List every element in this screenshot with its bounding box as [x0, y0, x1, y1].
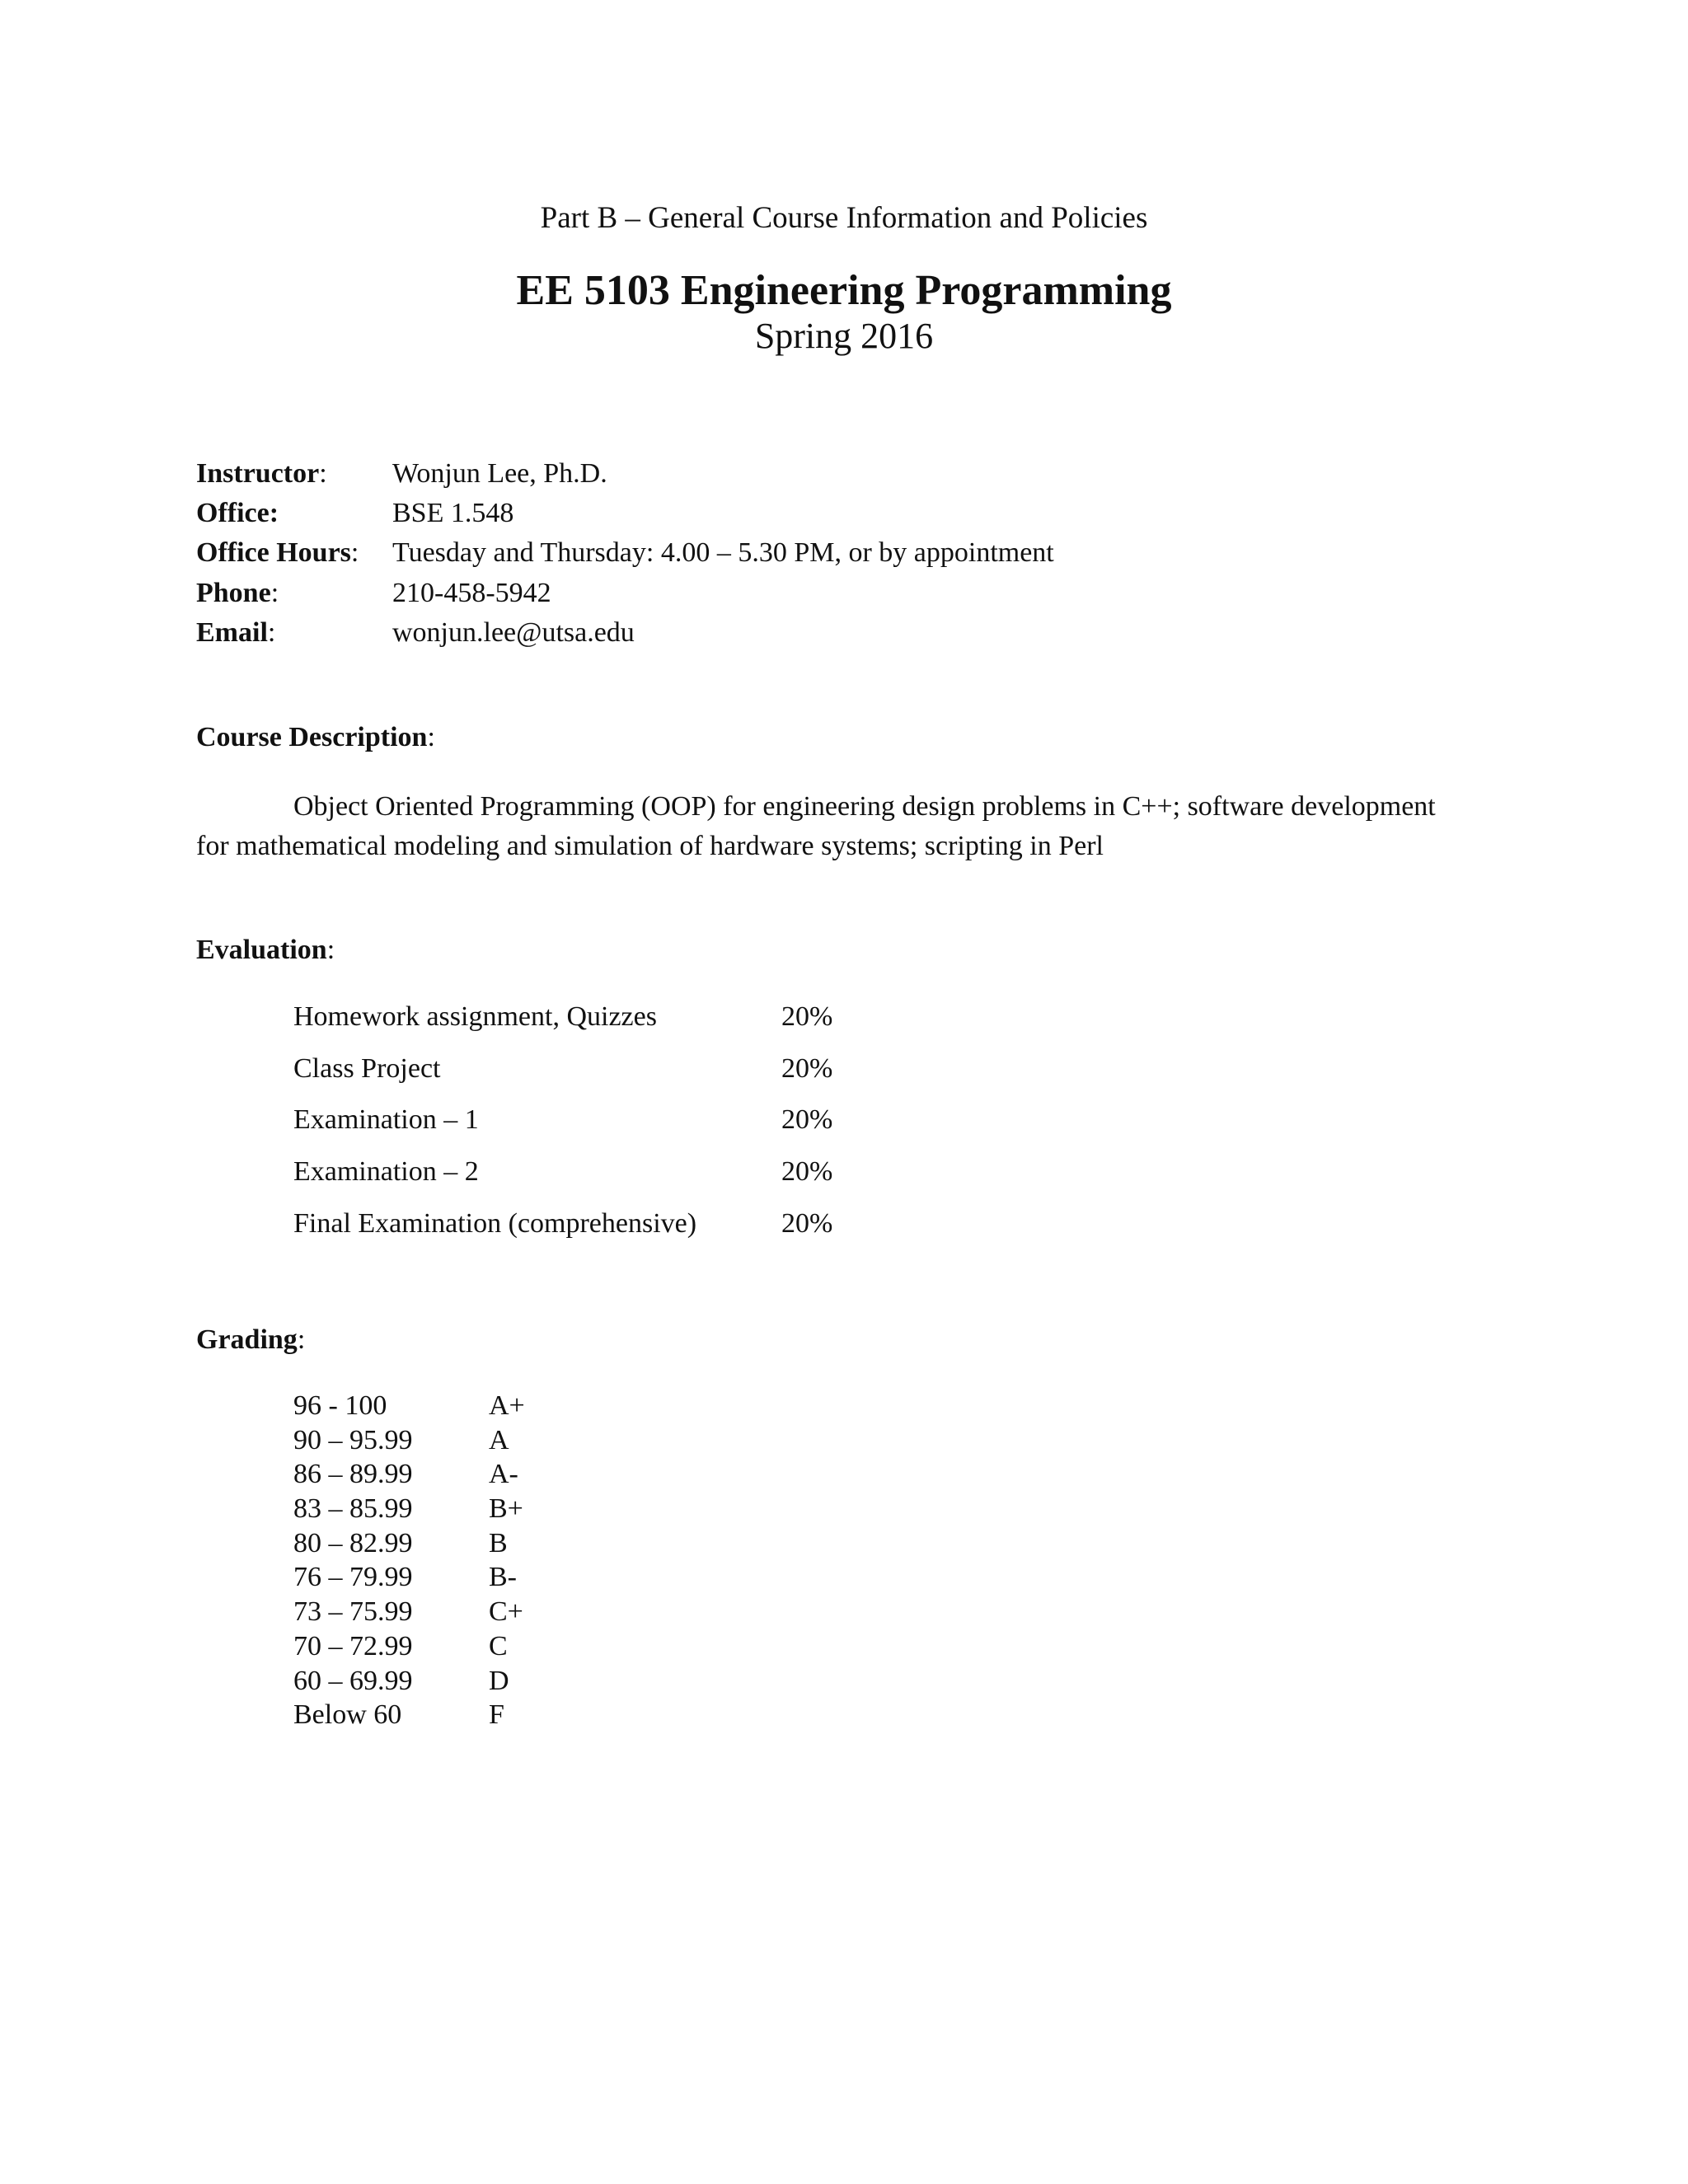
grade-range: 90 – 95.99 — [293, 1424, 413, 1455]
evaluation-heading: Evaluation: — [196, 935, 335, 965]
info-value: wonjun.lee@utsa.edu — [392, 616, 635, 648]
grade-range: 96 - 100 — [293, 1390, 387, 1421]
course-title: EE 5103 Engineering Programming — [516, 267, 1172, 314]
info-value: BSE 1.548 — [392, 498, 514, 529]
grade-range: 76 – 79.99 — [293, 1562, 413, 1593]
grade-range: 83 – 85.99 — [293, 1493, 413, 1525]
description-line: Object Oriented Programming (OOP) for engineering design problems in C++; software development — [293, 791, 1436, 822]
info-label: Phone: — [196, 577, 279, 608]
evaluation-item-name: Homework assignment, Quizzes — [293, 1001, 657, 1032]
evaluation-item-weight: 20% — [781, 1104, 833, 1136]
info-value: Tuesday and Thursday: 4.00 – 5.30 PM, or by appointment — [392, 537, 1054, 569]
grade-range: 86 – 89.99 — [293, 1459, 413, 1490]
evaluation-item-name: Examination – 1 — [293, 1104, 479, 1136]
evaluation-item-weight: 20% — [781, 1001, 833, 1032]
evaluation-item-name: Class Project — [293, 1052, 441, 1084]
part-title: Part B – General Course Information and Policies — [540, 201, 1148, 235]
info-value: Wonjun Lee, Ph.D. — [392, 458, 607, 489]
grade-letter: B — [489, 1527, 508, 1558]
info-label: Office: — [196, 498, 279, 529]
info-label: Instructor: — [196, 458, 327, 489]
description-line: for mathematical modeling and simulation of hardware systems; scripting in Perl — [196, 831, 1104, 861]
info-label: Email: — [196, 616, 276, 648]
grade-range: 80 – 82.99 — [293, 1527, 413, 1558]
grading-heading: Grading: — [196, 1324, 306, 1355]
evaluation-item-weight: 20% — [781, 1156, 833, 1188]
grade-letter: A — [489, 1424, 509, 1455]
grade-range: 70 – 72.99 — [293, 1630, 413, 1661]
grade-range: 60 – 69.99 — [293, 1665, 413, 1696]
evaluation-item-weight: 20% — [781, 1207, 833, 1239]
evaluation-item-name: Examination – 2 — [293, 1156, 479, 1188]
course-description-heading: Course Description: — [196, 722, 435, 752]
grade-letter: C — [489, 1630, 508, 1661]
info-label: Office Hours: — [196, 537, 359, 569]
grade-range: 73 – 75.99 — [293, 1596, 413, 1628]
grade-letter: C+ — [489, 1596, 523, 1628]
grade-range: Below 60 — [293, 1699, 402, 1731]
grade-letter: B- — [489, 1562, 517, 1593]
course-term: Spring 2016 — [754, 316, 934, 356]
grade-letter: F — [489, 1699, 504, 1731]
grade-letter: D — [489, 1665, 509, 1696]
info-value: 210-458-5942 — [392, 577, 551, 608]
evaluation-item-weight: 20% — [781, 1052, 833, 1084]
grade-letter: A- — [489, 1459, 518, 1490]
grade-letter: B+ — [489, 1493, 523, 1525]
grade-letter: A+ — [489, 1390, 525, 1421]
evaluation-item-name: Final Examination (comprehensive) — [293, 1207, 697, 1239]
course-description-text — [196, 787, 1515, 866]
